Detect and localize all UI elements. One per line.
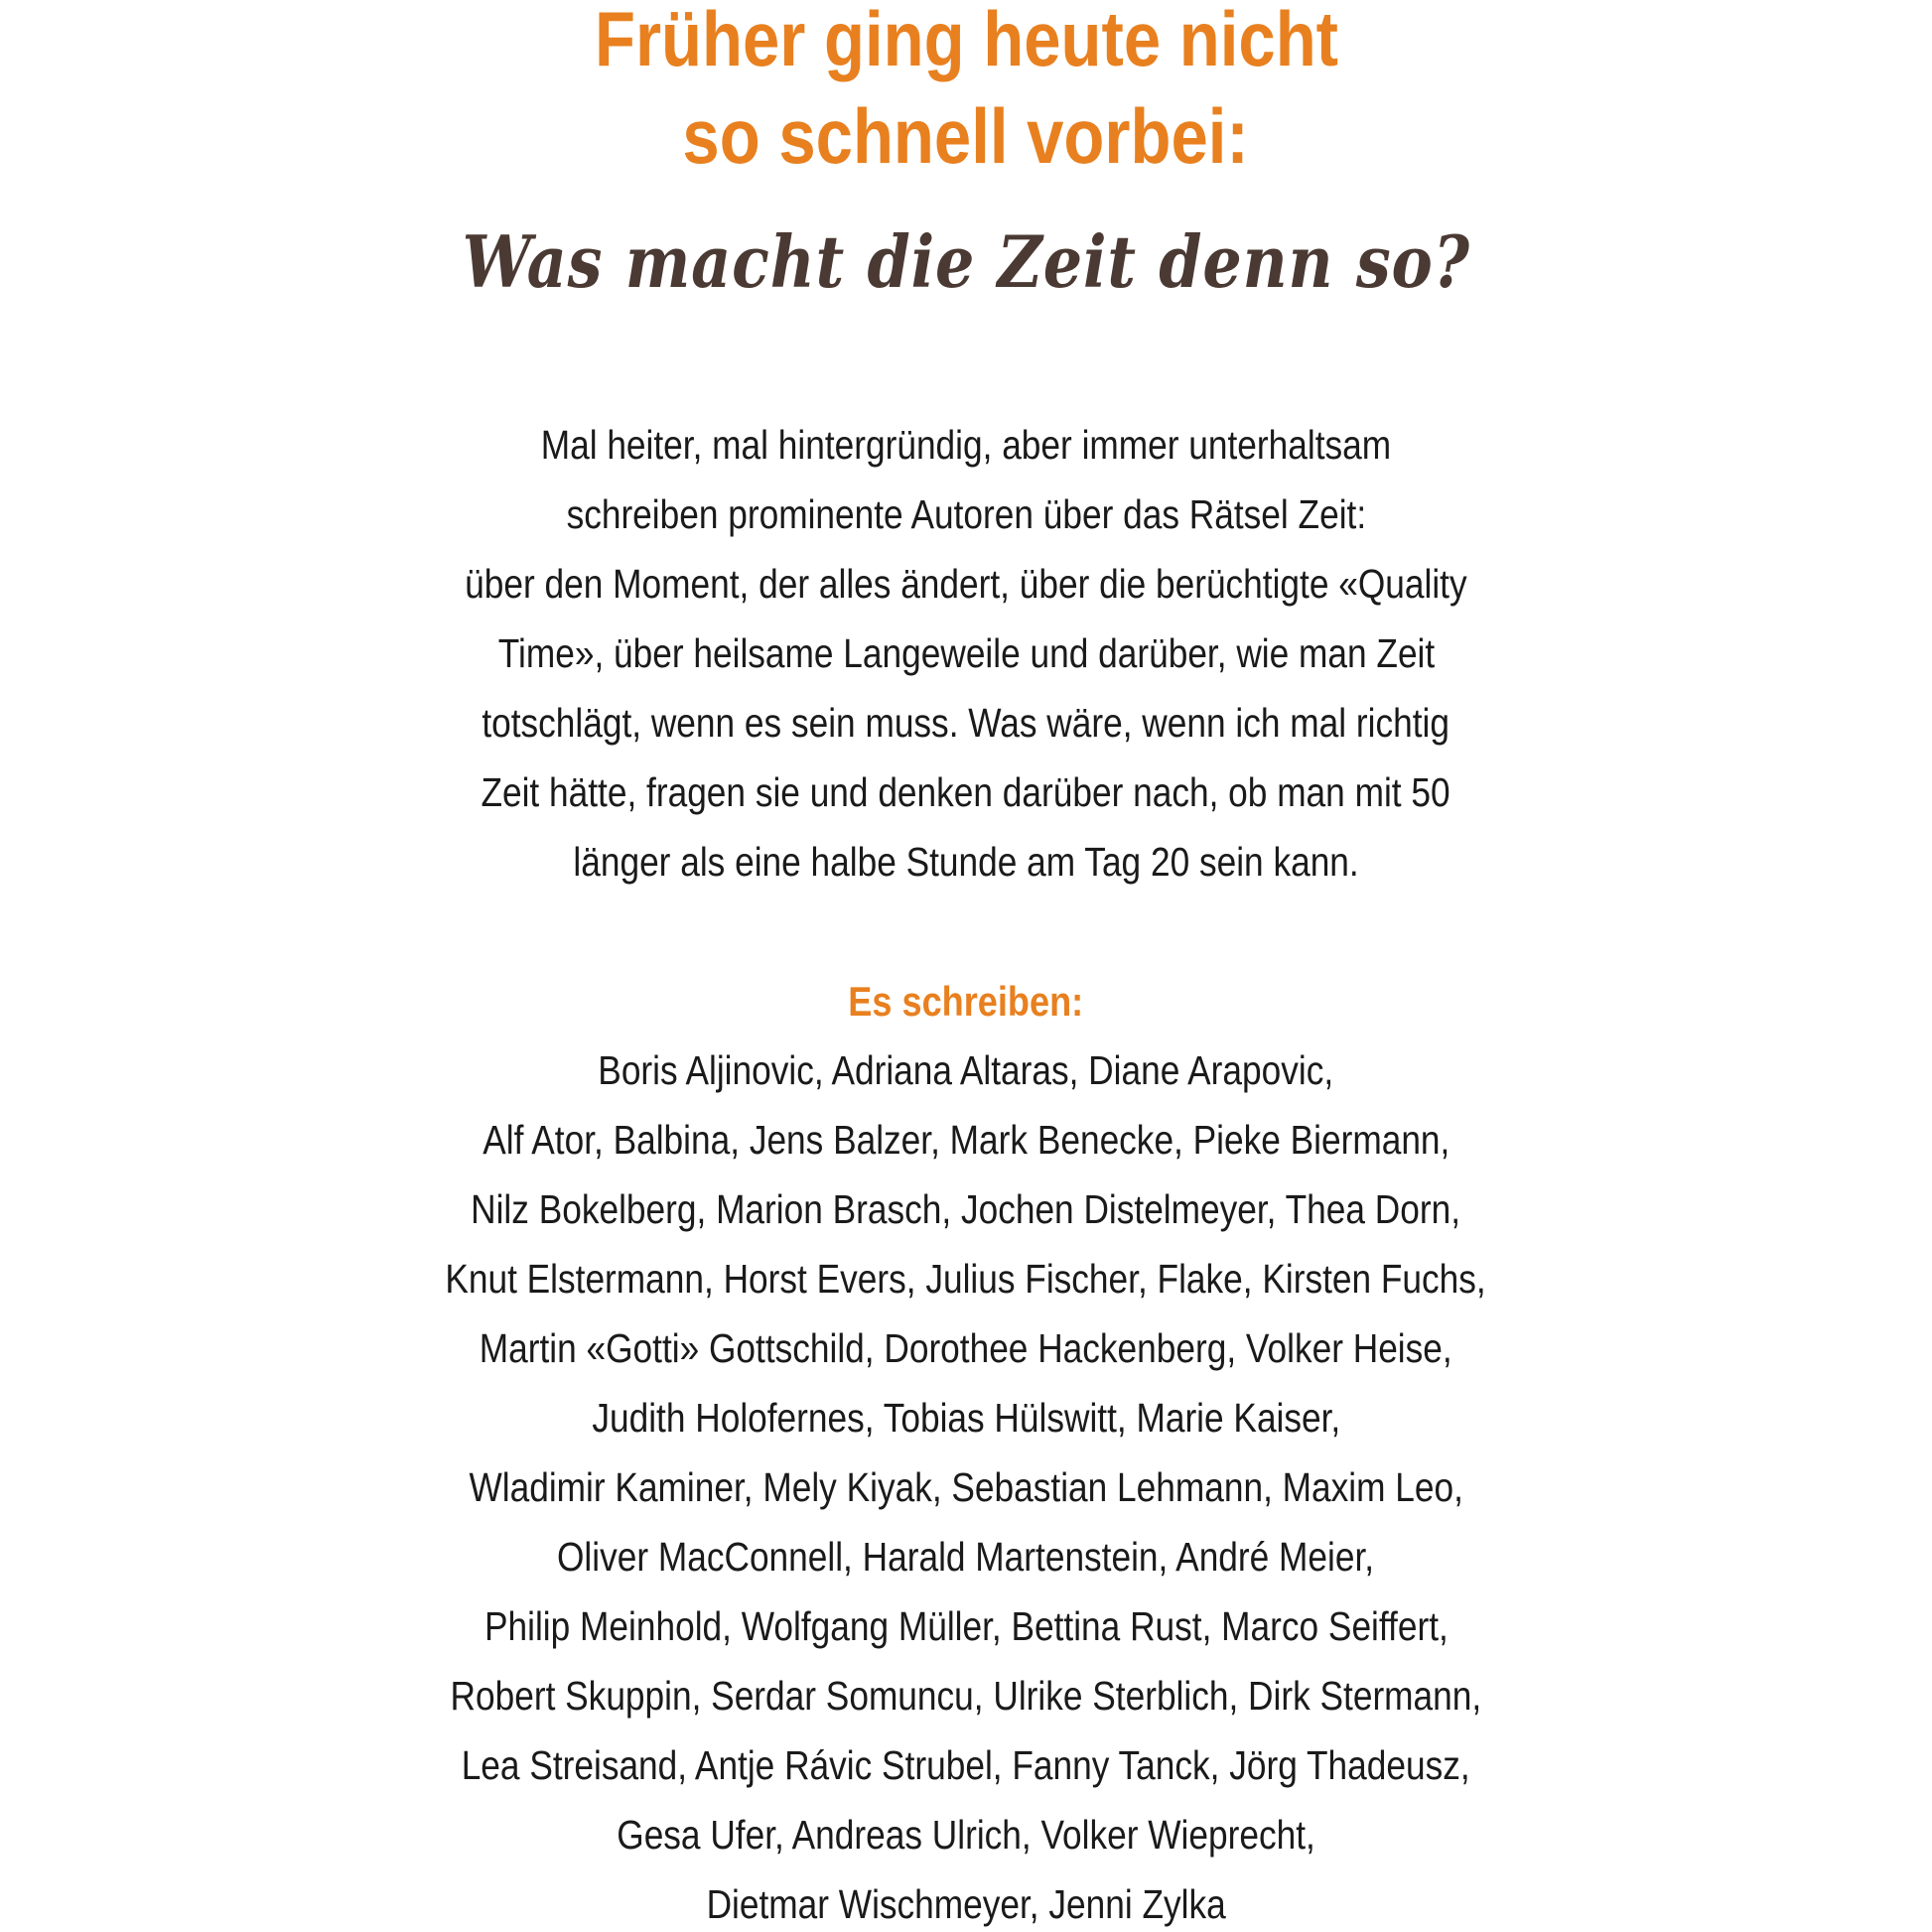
description-line-text: totschlägt, wenn es sein muss. Was wäre, wenn ich mal richtig xyxy=(482,700,1450,746)
author-line xyxy=(0,1881,1932,1927)
author-line-text: Boris Aljinovic, Adriana Altaras, Diane Arapovic, xyxy=(598,1047,1334,1093)
description-line xyxy=(0,839,1932,885)
description-line-text: länger als eine halbe Stunde am Tag 20 sein kann. xyxy=(573,839,1359,885)
author-line xyxy=(0,1534,1932,1580)
description-line-text: über den Moment, der alles ändert, über die berüchtigte «Quality xyxy=(465,561,1467,607)
description-line-text: Mal heiter, mal hintergründig, aber immer unterhaltsam xyxy=(540,422,1392,468)
author-line xyxy=(0,1673,1932,1719)
author-line-text: Wladimir Kaminer, Mely Kiyak, Sebastian Lehmann, Maxim Leo, xyxy=(469,1464,1463,1510)
author-line-text: Gesa Ufer, Andreas Ulrich, Volker Wieprecht, xyxy=(617,1812,1315,1858)
author-line-text: Alf Ator, Balbina, Jens Balzer, Mark Benecke, Pieke Biermann, xyxy=(482,1117,1450,1163)
author-line xyxy=(0,1047,1932,1093)
description-line xyxy=(0,561,1932,607)
headline-line-2 xyxy=(0,92,1932,180)
headline-line-2-text: so schnell vorbei: xyxy=(682,92,1250,180)
author-line xyxy=(0,1256,1932,1302)
author-line-text: Oliver MacConnell, Harald Martenstein, André Meier, xyxy=(557,1534,1375,1580)
description-line xyxy=(0,769,1932,815)
description-line xyxy=(0,422,1932,468)
description-line xyxy=(0,700,1932,746)
author-line xyxy=(0,1325,1932,1371)
author-line xyxy=(0,1117,1932,1163)
headline-line-1-text: Früher ging heute nicht xyxy=(594,0,1338,82)
author-line xyxy=(0,1603,1932,1649)
author-line xyxy=(0,1742,1932,1788)
author-line-text: Robert Skuppin, Serdar Somuncu, Ulrike Sterblich, Dirk Stermann, xyxy=(450,1673,1482,1719)
authors-heading xyxy=(0,978,1932,1025)
authors-heading-text: Es schreiben: xyxy=(848,978,1084,1025)
author-line-text: Philip Meinhold, Wolfgang Müller, Bettina Rust, Marco Seiffert, xyxy=(483,1603,1449,1649)
author-line-text: Lea Streisand, Antje Rávic Strubel, Fanny Tanck, Jörg Thadeusz, xyxy=(462,1742,1470,1788)
author-line-text: Nilz Bokelberg, Marion Brasch, Jochen Distelmeyer, Thea Dorn, xyxy=(471,1186,1461,1232)
author-line-text: Knut Elstermann, Horst Evers, Julius Fischer, Flake, Kirsten Fuchs, xyxy=(445,1256,1487,1302)
author-line xyxy=(0,1186,1932,1232)
description-line-text: Zeit hätte, fragen sie und denken darüber nach, ob man mit 50 xyxy=(481,769,1451,815)
subtitle-text: Was macht die Zeit denn so? xyxy=(462,219,1470,304)
author-line xyxy=(0,1812,1932,1858)
author-line xyxy=(0,1464,1932,1510)
subtitle-script xyxy=(0,219,1932,304)
author-line-text: Judith Holofernes, Tobias Hülswitt, Marie Kaiser, xyxy=(592,1395,1340,1441)
headline-line-1 xyxy=(0,0,1932,82)
author-line-text: Dietmar Wischmeyer, Jenni Zylka xyxy=(706,1881,1226,1927)
description-line-text: Time», über heilsame Langeweile und darüber, wie man Zeit xyxy=(497,630,1435,676)
description-line-text: schreiben prominente Autoren über das Rätsel Zeit: xyxy=(566,491,1366,537)
description-line xyxy=(0,491,1932,537)
author-line xyxy=(0,1395,1932,1441)
description-line xyxy=(0,630,1932,676)
author-line-text: Martin «Gotti» Gottschild, Dorothee Hackenberg, Volker Heise, xyxy=(480,1325,1452,1371)
